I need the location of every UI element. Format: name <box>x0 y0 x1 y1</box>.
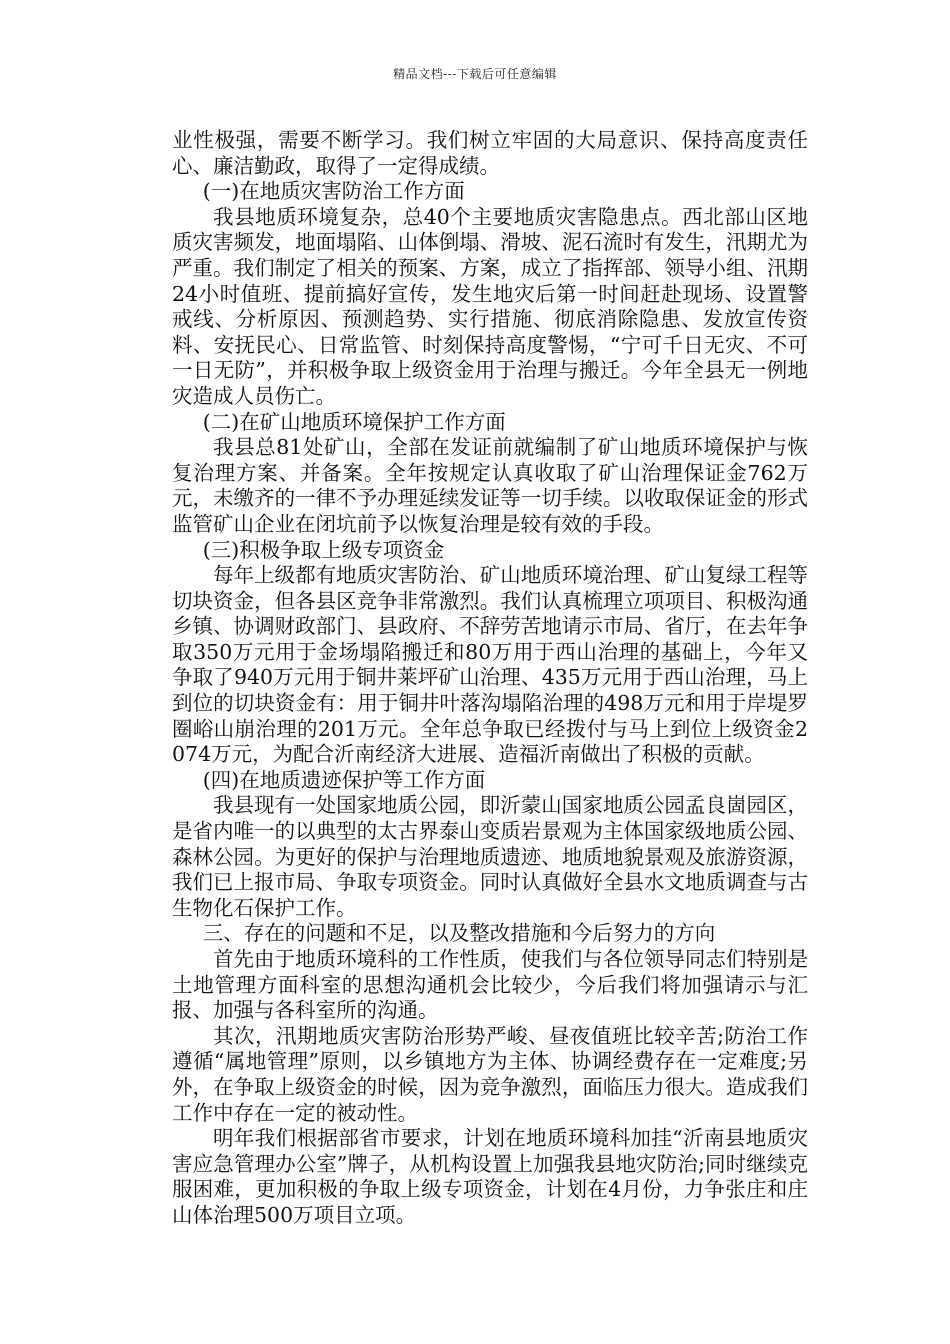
paragraph-geoheritage: 我县现有一处国家地质公园，即沂蒙山国家地质公园孟良崮园区，是省内唯一的以典型的太古界泰山变质岩景观为主体国家级地质公园、森林公园。为更好的保护与治理地质遗迹、地质地貌景观及旅游资源，我们已上报市局、争取专项资金。同时认真做好全县水文地质调查与古生物化石保护工作。 <box>172 793 808 920</box>
section-heading-geohazard: (一)在地质灾害防治工作方面 <box>202 179 465 204</box>
paragraph-problems-first: 首先由于地质环境科的工作性质，使我们与各位领导同志们特别是土地管理方面科室的思想沟通机会比较少，今后我们将加强请示与汇报、加强与各科室所的沟通。 <box>172 947 808 1023</box>
paragraph-problems-second: 其次，汛期地质灾害防治形势严峻、昼夜值班比较辛苦;防治工作遵循“属地管理”原则，以乡镇地方为主体、协调经费存在一定难度;另外，在争取上级资金的时候，因为竞争激烈，面临压力很大。造成我们工作中存在一定的被动性。 <box>172 1023 808 1125</box>
paragraph-next-year-plan: 明年我们根据部省市要求，计划在地质环境科加挂“沂南县地质灾害应急管理办公室”牌子，从机构设置上加强我县地灾防治;同时继续克服困难，更加积极的争取上级专项资金，计划在4月份，力争张庄和庄山体治理500万项目立项。 <box>172 1126 808 1227</box>
section-heading-special-funds: (三)积极争取上级专项资金 <box>202 537 445 562</box>
paragraph-continuation: 业性极强，需要不断学习。我们树立牢固的大局意识、保持高度责任心、廉洁勤政，取得了一定得成绩。 <box>172 128 808 178</box>
section-heading-mine-environment: (二)在矿山地质环境保护工作方面 <box>202 409 506 434</box>
section-heading-geoheritage: (四)在地质遗迹保护等工作方面 <box>202 767 486 792</box>
paragraph-mine-environment: 我县总81处矿山，全部在发证前就编制了矿山地质环境保护与恢复治理方案、并备案。全年按规定认真收取了矿山治理保证金762万元，未缴齐的一律不予办理延续发证等一切手续。以收取保证金的形式监管矿山企业在闭坑前予以恢复治理是较有效的手段。 <box>172 435 808 536</box>
document-body <box>172 128 808 1229</box>
page-header: 精品文档---下载后可任意编辑 <box>393 67 557 81</box>
section-heading-problems: 三、存在的问题和不足，以及整改措施和今后努力的方向 <box>202 921 716 946</box>
paragraph-special-funds: 每年上级都有地质灾害防治、矿山地质环境治理、矿山复绿工程等切块资金，但各县区竞争非常激烈。我们认真梳理立项项目、积极沟通乡镇、协调财政部门、县政府、不辞劳苦地请示市局、省厅，在去年争取350万元用于金场塌陷搬迁和80万用于西山治理的基础上，今年又争取了940万元用于铜井莱坪矿山治理、435万元用于西山治理，马上到位的切块资金有：用于铜井叶落沟塌陷治理的498万元和用于岸堤罗圈峪山崩治理的201万元。全年总争取已经拨付与马上到位上级资金2074万元，为配合沂南经济大进展、造福沂南做出了积极的贡献。 <box>172 563 808 767</box>
paragraph-geohazard: 我县地质环境复杂，总40个主要地质灾害隐患点。西北部山区地质灾害频发，地面塌陷、山体倒塌、滑坡、泥石流时有发生，汛期尤为严重。我们制定了相关的预案、方案，成立了指挥部、领导小组、汛期24小时值班、提前搞好宣传，发生地灾后第一时间赶赴现场、设置警戒线、分析原因、预测趋势、实行措施、彻底消除隐患、发放宣传资料、安抚民心、日常监管、时刻保持高度警惕，“宁可千日无灾、不可一日无防”，并积极争取上级资金用于治理与搬迁。今年全县无一例地灾造成人员伤亡。 <box>172 204 808 408</box>
